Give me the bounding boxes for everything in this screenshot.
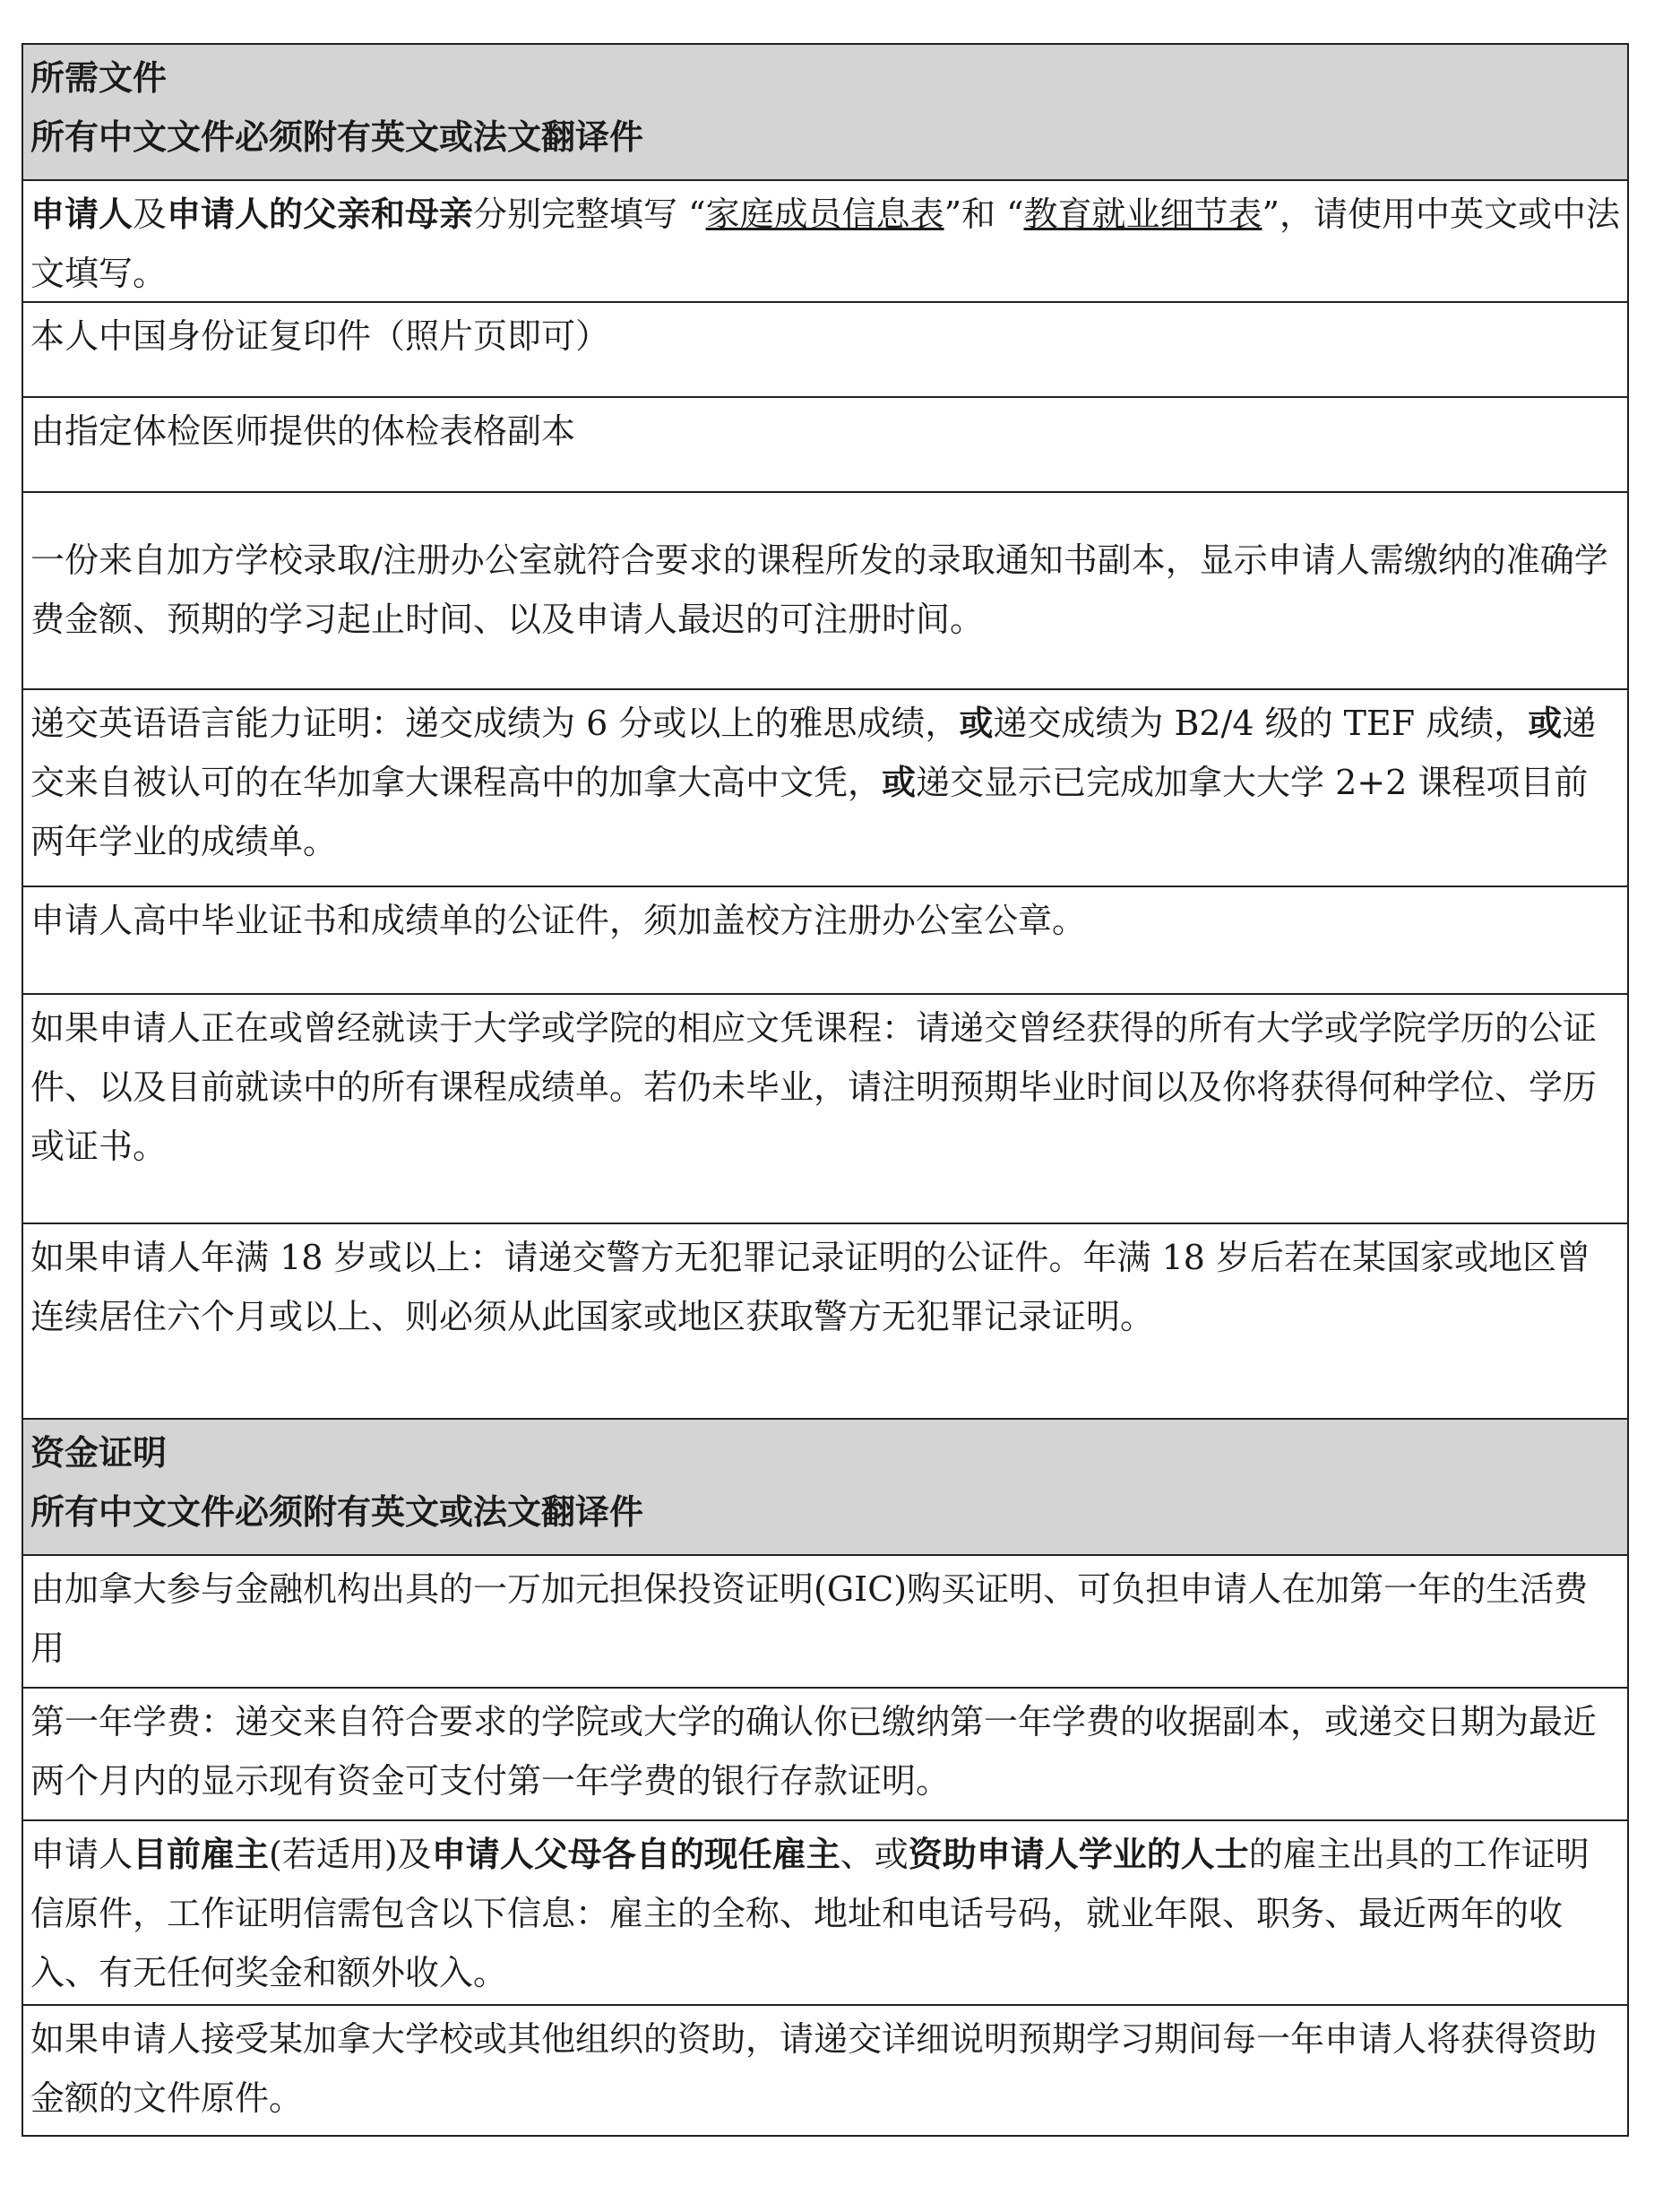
row-employment-letter — [23, 1819, 1627, 2004]
row-first-year-tuition — [23, 1687, 1627, 1819]
row-medical-form — [23, 396, 1627, 491]
text: 递交显示已完成加拿大大学 2+2 课程项目前两年学业的成绩单。 — [30, 763, 1589, 861]
row-gic-certificate — [23, 1554, 1627, 1687]
text-or: 或 — [1528, 704, 1563, 743]
text-current-employer: 目前雇主 — [133, 1835, 270, 1874]
text-applicant: 申请人 — [30, 194, 134, 234]
text: ”和 “ — [944, 194, 1024, 234]
row-highschool-diploma — [23, 886, 1627, 993]
section-header-proof-of-funds — [23, 1418, 1627, 1554]
row-text: 如果申请人年满 18 岁或以上：请递交警方无犯罪记录证明的公证件。年满 18 岁后若在某国家或地区曾连续居住六个月或以上、则必须从此国家或地区获取警方无犯罪记录证明。 — [30, 1238, 1591, 1336]
text: 及 — [133, 194, 168, 234]
section-title: 资金证明 — [30, 1433, 168, 1473]
row-text: 由指定体检医师提供的体检表格副本 — [30, 411, 576, 451]
row-sponsorship — [23, 2004, 1627, 2135]
text: 、或 — [840, 1835, 909, 1874]
text-parents: 申请人的父亲和母亲 — [167, 194, 474, 234]
row-text: 如果申请人正在或曾经就读于大学或学院的相应文凭课程：请递交曾经获得的所有大学或学院学历的公证件、以及目前就读中的所有课程成绩单。若仍未毕业，请注明预期毕业时间以及你将获得何种学位、学历或证书。 — [30, 1008, 1598, 1166]
section-header-required-documents — [23, 45, 1627, 179]
requirements-table — [22, 43, 1629, 2137]
row-admission-letter — [23, 491, 1627, 688]
text: 的雇主出具的工作证明信原件，工作证明信需包含以下信息：雇主的全称、地址和电话号码，就业年限、职务、最近两年的收入、有无任何奖金和额外收入。 — [30, 1835, 1590, 1992]
education-employment-form-link[interactable]: 教育就业细节表 — [1023, 194, 1262, 234]
text: 递交成绩为 B2/4 级的 TEF 成绩， — [993, 704, 1529, 743]
row-university-records — [23, 993, 1627, 1223]
row-police-certificate — [23, 1223, 1627, 1418]
section-title: 所需文件 — [30, 58, 168, 98]
section-subtitle: 所有中文文件必须附有英文或法文翻译件 — [30, 117, 644, 157]
text: 分别完整填写 “ — [473, 194, 706, 234]
text: 递交英语语言能力证明：递交成绩为 6 分或以上的雅思成绩， — [30, 704, 960, 743]
row-language-proof — [23, 688, 1627, 886]
text-sponsor: 资助申请人学业的人士 — [908, 1835, 1249, 1874]
section-subtitle: 所有中文文件必须附有英文或法文翻译件 — [30, 1492, 644, 1532]
text: ”，请使用中英文或中法文填写。 — [30, 194, 1620, 293]
text-or: 或 — [882, 763, 917, 802]
text: (若适用)及 — [269, 1835, 432, 1874]
text-parents-employers: 申请人父母各自的现任雇主 — [431, 1835, 840, 1874]
row-text: 一份来自加方学校录取/注册办公室就符合要求的课程所发的录取通知书副本，显示申请人需缴纳的准确学费金额、预期的学习起止时间、以及申请人最迟的可注册时间。 — [30, 540, 1608, 639]
row-id-copy — [23, 301, 1627, 396]
row-text: 第一年学费：递交来自符合要求的学院或大学的确认你已缴纳第一年学费的收据副本，或递交日期为最近两个月内的显示现有资金可支付第一年学费的银行存款证明。 — [30, 1702, 1598, 1801]
row-text: 本人中国身份证复印件（照片页即可） — [30, 316, 610, 356]
text: 递交来自被认可的在华加拿大课程高中的加拿大高中文凭， — [30, 704, 1597, 802]
text-or: 或 — [959, 704, 994, 743]
family-info-form-link[interactable]: 家庭成员信息表 — [705, 194, 944, 234]
row-family-forms — [23, 179, 1627, 301]
row-text: 申请人高中毕业证书和成绩单的公证件，须加盖校方注册办公室公章。 — [30, 901, 1087, 940]
row-text: 由加拿大参与金融机构出具的一万加元担保投资证明(GIC)购买证明、可负担申请人在加第一年的生活费用 — [30, 1569, 1589, 1668]
row-text: 如果申请人接受某加拿大学校或其他组织的资助，请递交详细说明预期学习期间每一年申请人将获得资助金额的文件原件。 — [30, 2019, 1598, 2118]
text: 申请人 — [30, 1835, 134, 1874]
